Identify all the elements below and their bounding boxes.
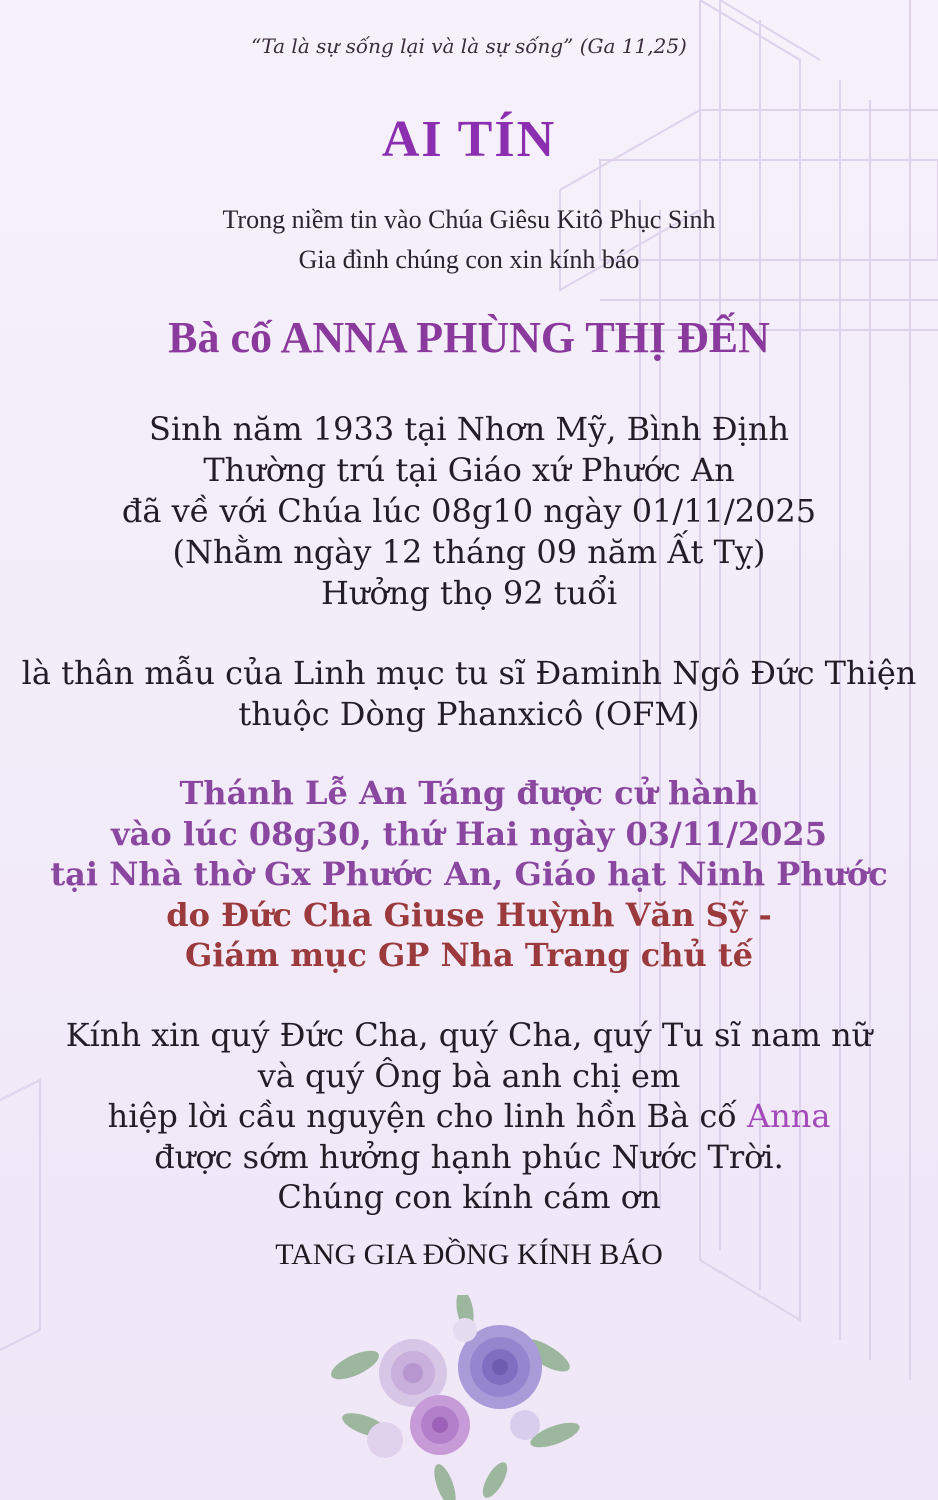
- deceased-name: Bà cố ANNA PHÙNG THỊ ĐẾN: [168, 313, 770, 362]
- family-signature: TANG GIA ĐỒNG KÍNH BÁO: [275, 1238, 663, 1271]
- request-line-3-text: hiệp lời cầu nguyện cho linh hồn Bà cố: [107, 1097, 747, 1135]
- request-line-1: Kính xin quý Đức Cha, quý Cha, quý Tu sĩ nam nữ: [65, 1016, 873, 1054]
- request-line-3: [0, 1097, 938, 1135]
- request-line-5: Chúng con kính cám ơn: [277, 1178, 661, 1216]
- celebrant-line-1: do Đức Cha Giuse Huỳnh Văn Sỹ -: [166, 896, 772, 934]
- request-line-4: được sớm hưởng hạnh phúc Nước Trời.: [154, 1138, 784, 1176]
- request-line-2: và quý Ông bà anh chị em: [257, 1057, 681, 1095]
- mass-line-3: tại Nhà thờ Gx Phước An, Giáo hạt Ninh Phước: [50, 855, 888, 893]
- mass-line-1: Thánh Lễ An Táng được cử hành: [179, 774, 759, 812]
- scripture-quote: “Ta là sự sống lại và là sự sống” (Ga 11,25): [251, 34, 687, 58]
- death-info: đã về với Chúa lúc 08g10 ngày 01/11/2025: [121, 492, 817, 530]
- intro-line-1: Trong niềm tin vào Chúa Giêsu Kitô Phục Sinh: [222, 205, 716, 234]
- celebrant-line-2: Giám mục GP Nha Trang chủ tế: [184, 936, 754, 974]
- lunar-date: (Nhằm ngày 12 tháng 09 năm Ất Tỵ): [172, 533, 766, 571]
- residence-info: Thường trú tại Giáo xứ Phước An: [203, 451, 735, 489]
- rose-bouquet-illustration: [325, 1295, 585, 1500]
- age-info: Hưởng thọ 92 tuổi: [320, 574, 618, 612]
- intro-line-2: Gia đình chúng con xin kính báo: [298, 245, 640, 274]
- relation-line-2: thuộc Dòng Phanxicô (OFM): [238, 695, 700, 733]
- mass-line-2: vào lúc 08g30, thứ Hai ngày 03/11/2025: [111, 815, 827, 853]
- highlighted-name: Anna: [746, 1097, 831, 1135]
- page-title: AI TÍN: [381, 111, 557, 168]
- relation-line-1: là thân mẫu của Linh mục tu sĩ Đaminh Ngô Đức Thiện: [21, 654, 917, 692]
- birth-info: Sinh năm 1933 tại Nhơn Mỹ, Bình Định: [149, 410, 789, 448]
